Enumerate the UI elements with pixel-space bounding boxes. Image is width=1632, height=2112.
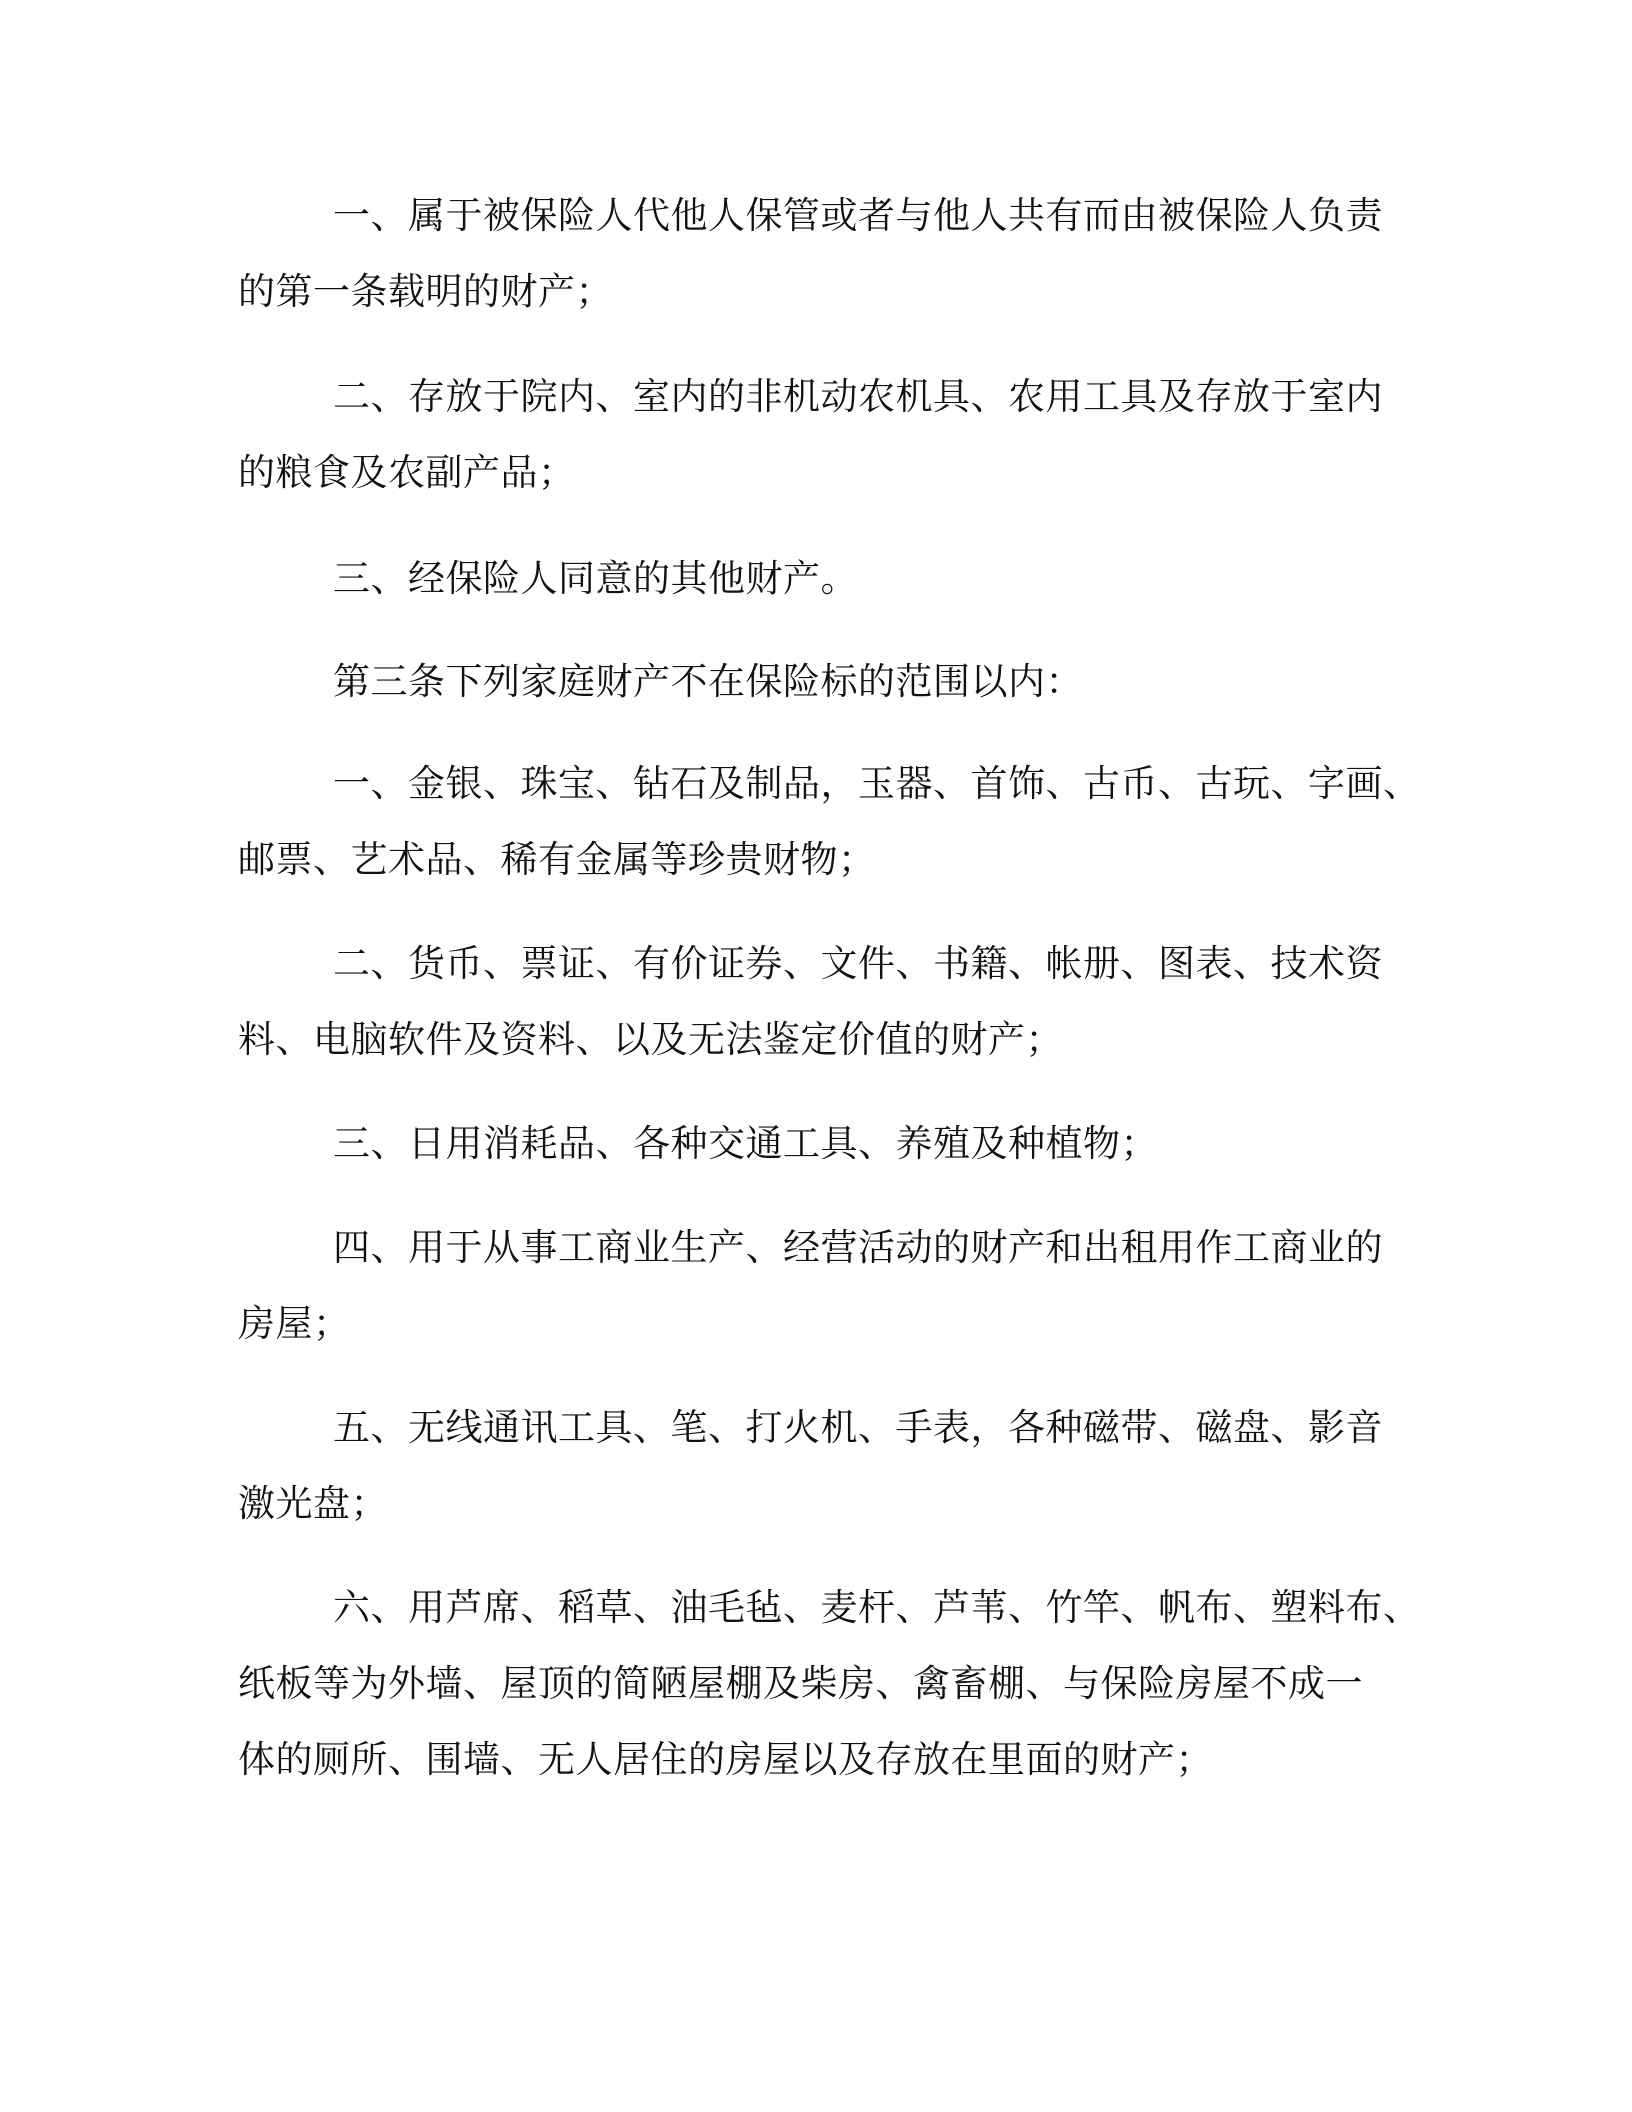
paragraph-9-line-2: 激光盘； [238,1482,388,1525]
paragraph-10-line-1: 六、用芦席、稻草、油毛毡、麦杆、芦苇、竹竿、帆布、塑料布、 [333,1586,1421,1629]
paragraph-10-line-3: 体的厕所、围墙、无人居住的房屋以及存放在里面的财产； [238,1738,1213,1781]
paragraph-5-line-2: 邮票、艺术品、稀有金属等珍贵财物； [238,838,876,881]
paragraph-8-line-1: 四、用于从事工商业生产、经营活动的财产和出租用作工商业的 [333,1226,1383,1269]
paragraph-5-line-1: 一、金银、珠宝、钻石及制品，玉器、首饰、古币、古玩、字画、 [333,762,1421,805]
paragraph-9-line-1: 五、无线通讯工具、笔、打火机、手表，各种磁带、磁盘、影音 [333,1406,1383,1449]
paragraph-10-line-2: 纸板等为外墙、屋顶的简陋屋棚及柴房、禽畜棚、与保险房屋不成一 [238,1662,1363,1705]
paragraph-3-line-1: 三、经保险人同意的其他财产。 [333,557,858,600]
paragraph-1-line-1: 一、属于被保险人代他人保管或者与他人共有而由被保险人负责 [333,194,1383,237]
paragraph-7-line-1: 三、日用消耗品、各种交通工具、养殖及种植物； [333,1122,1158,1165]
paragraph-2-line-1: 二、存放于院内、室内的非机动农机具、农用工具及存放于室内 [333,375,1383,418]
paragraph-4-line-1: 第三条下列家庭财产不在保险标的范围以内： [333,660,1083,703]
paragraph-6-line-1: 二、货币、票证、有价证券、文件、书籍、帐册、图表、技术资 [333,942,1383,985]
paragraph-1-line-2: 的第一条载明的财产； [238,270,613,313]
paragraph-2-line-2: 的粮食及农副产品； [238,451,576,494]
paragraph-6-line-2: 料、电脑软件及资料、以及无法鉴定价值的财产； [238,1018,1063,1061]
paragraph-8-line-2: 房屋； [238,1302,351,1345]
